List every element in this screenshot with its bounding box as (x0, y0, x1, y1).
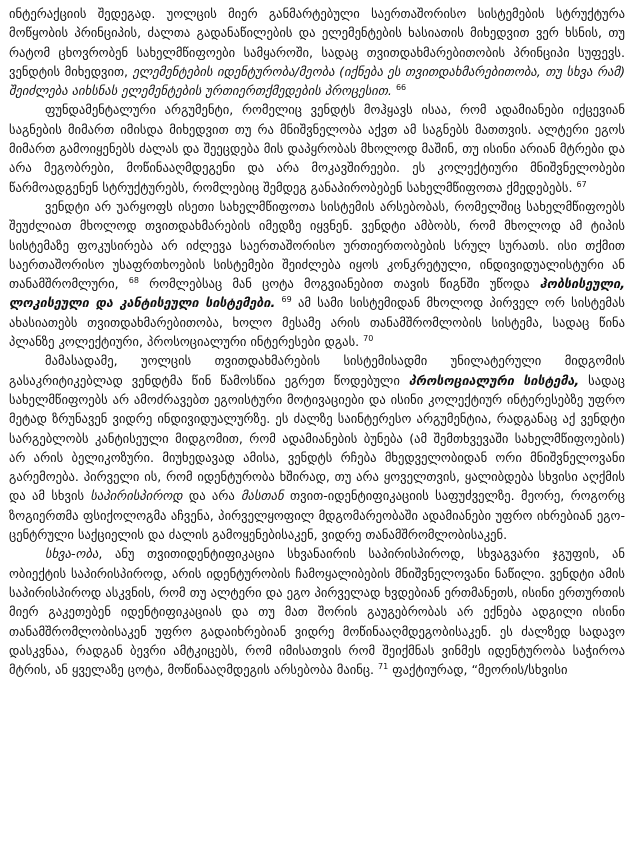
text-run: ფაქტიურად, “მეორის/სხვისი (388, 662, 568, 678)
italic-text: საპირისპიროდ (90, 488, 183, 504)
text-run: ამ სამი სისტემიდან მხოლოდ პირველ ორ სისტემას ახასიათებს თვითდახმარებითობა, ხოლო მესამე არის თანამშრომლობის სისტემა, სადაც წინა პლანზე კოლექტიური, პროსოციალური ინტერესები დგას. (9, 295, 625, 350)
text-run: და არა (182, 488, 242, 504)
footnote-ref: 66 (395, 83, 407, 92)
text-run: ვენდტი არ უარყოფს ისეთი სახელმწიფოთა სისტემის არსებობას, რომელშიც სახელმწიფოებს შეუძლიათ მხოლოდ თვითდახმარების იმედზე იყვნენ. ვენდტი ამბობს, რომ მხოლოდ ამ ტიპის სისტემაზე ფოკუსირება არ იძლევა საერთაშორისო ურთიერთობების სრულ სურათს. ისი თქმით საერთაშორისო უსაფრთხოების სისტემები შეიძლება იყოს კონკრეტული, ინდივიდუალისტური ან თანამშრომლური, (9, 198, 625, 292)
paragraph-p2 (9, 100, 625, 196)
text-run: სადაც სახელმწიფოებს არ ამოძრავებთ ეგოისტური მოტივაციები და ისინი კოლექტიურ ინტერესებზე უფრო მეტად ზრუნავენ ვიდრე ინდივიდუალურზე. ეს ძალზე საინტერესო არგუმენტია, რადგანაც აქ ვენდტი სარგებლობს კანტისეული მიდგომით, რომ ადამიანების ბუნება (ამ შემთხვევაში სახელმწიფოების) არ არის ბელიკოზური. მიუხედავად ამისა, ვენდტს რჩება მხედველობიდან ორი მნიშვნელოვანი გარემოება. პირველი ის, რომ იდენტურობა ხშირად, თუ არა ყოველთვის, ყალიბდება სხვისი აღქმის და ამ სხვის (9, 372, 625, 504)
text-run: რომლებსაც მან ცოტა მოგვიანებით თავის წიგნში უწოდა (138, 276, 540, 292)
bold-italic-text: ჰობსისეული, ლოკისეული და კანტისეული სისტემები. (9, 276, 625, 311)
paragraph-p3 (9, 197, 625, 351)
footnote-ref: 71 (378, 661, 389, 671)
footnote-ref: 68 (128, 275, 139, 285)
text-run: ინტერაქციის შედეგად. უოლცის მიერ განმარტებული საერთაშორისო სისტემების სტრუქტურა მოწყობის პრინციპის, ძალთა გადანაწილების და ელემენტების ხასიათის მიხედვით ვერ ხსნის, თუ რატომ ცხოვრობენ სახელმწიფოები სამყაროში, სადაც თვითდახმარებითობის პრინციპი სუფევს. ვენდტის მიხედვით, (9, 6, 625, 79)
footnote-ref: 67 (576, 179, 587, 189)
italic-text: ელემენტების იდენტურობა/მეობა (იქნება ეს თვითდახმარებითობა, თუ სხვა რამ) შეიძლება აიხსნას ელემენტების ურთიერთქმედების პროცესით. (9, 63, 625, 99)
footnote-ref: 69 (281, 295, 292, 305)
paragraph-p4 (9, 351, 625, 544)
text-run: ფუნდამენტალური არგუმენტი, რომელიც ვენდტს მოჰყავს ისაა, რომ ადამიანები იქცევიან საგნების მიმართ იმისდა მიხედვით თუ რა მნიშვნელობა აქვთ ამ საგნებს მათთვის. ალტერი ეგოს მიმართ გამოიყენებს ძალას და შეეცდება მის დაპყრობას მხოლოდ მაშინ, თუ ისინი არიან მტრები და არა მეგობრები, მოწინააღმდეგენი და არა მოკავშირეები. ეს კოლექტიური მნიშვნელობები წარმოადგენენ სტრუქტურებს, რომლებიც შემდეგ განაპირობებენ სახელმწიფოთა ქმედებებს. (9, 102, 625, 195)
bold-italic-text: პროსოციალური სისტემა, (408, 372, 580, 388)
text-run: თვით-იდენტიფიკაციის საფუძველზე. მეორე, როგორც ზოგიერთმა ფსიქოლოგმა აჩვენა, პირველყოფილ მდგომარეობაში ადამიანები უფრო იხრებიან ეგო-ცენტრული საქციელის და ძალის გამოყენებისაკენ, ვიდრე თანამშრომლობისაკენ. (9, 488, 625, 543)
document-page (9, 4, 625, 842)
paragraph-p5 (9, 544, 625, 679)
italic-text: მასთან (241, 488, 284, 504)
text-run: მამასადამე, უოლცის თვითდახმარების სისტემისადმი უნილატერული მიდგომის გასაკრიტიკებლად ვენდტმა წინ წამოსწია ეგრეთ წოდებული (9, 353, 625, 388)
italic-text: სხვა-ობა (45, 546, 99, 562)
footnote-ref: 70 (363, 333, 374, 343)
paragraph-p1 (9, 4, 625, 100)
text-run: , ანუ თვითიდენტიფიკაცია სხვანაირის საპირისპიროდ, სხვაგვარი ჯგუფის, ან ობიექტის საპირისპიროდ, არის იდენტურობის ჩამოყალიბების მნიშვნელოვანი ნაწილი. ვენდტი ამის საპირისპიროდ ასკვნის, რომ თუ ალტერი და ეგო პირველად ხვდებიან ერთმანეთს, ისინი ერთურთის მიერ გაკეთებენ იდენტიფიკაციას და თუ მათ შორის გაუგებრობას არ ექნება ადგილი ისინი თანამშრომლობისაკენ უფრო გადაიხრებიან ვიდრე მოწინააღმდეგობისაკენ. ეს ძალზედ სადავო დასკვნაა, რადგან ბევრი ამტკიცებს, რომ იმისათვის რომ შეიქმნას ვინმეს იდენტურობა საჭიროა მტრის, ან ყველაზე ცოტა, მოწინააღმდეგის არსებობა მაინც. (9, 546, 625, 678)
